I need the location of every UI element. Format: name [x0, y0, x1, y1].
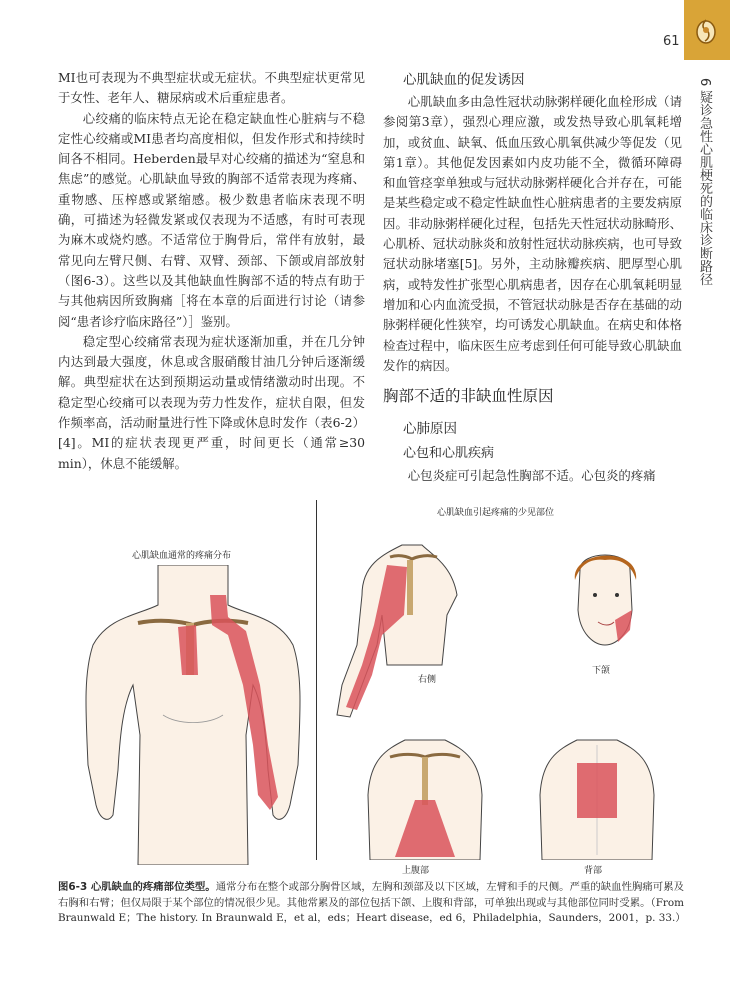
chapter-side-title: 6 疑诊急性心肌梗死的临床诊断路径	[697, 78, 712, 286]
figure-right-title: 心肌缺血引起疼痛的少见部位	[437, 508, 555, 518]
left-paragraph-2: 心绞痛的临床特点无论在稳定缺血性心脏病与不稳定性心绞痛或MI患者均高度相似，但发作形式和持续时间各不相同。Heberden最早对心绞痛的描述为“窒息和焦虑”的感觉。心肌缺血导致的胸部不适常表现为疼痛、重物感、压榨感或紧缩感。极少数患者临床表现不明确，可描述为轻微发紧或仅表现为不适感，有时可表现为麻木或烧灼感。不适常位于胸骨后，常伴有放射，最常见向左臂尺侧、右臂、双臂、颈部、下颌或肩部放射（图6-3）。这些以及其他缺血性胸部不适的特点有助于与其他病因所致胸痛［将在本章的后面进行讨论（请参阅“患者诊疗临床路径”）］鉴别。	[58, 110, 365, 329]
left-column	[58, 68, 365, 474]
label-right-side: 右侧	[418, 675, 437, 685]
usual-pain-torso-illustration	[78, 565, 308, 865]
heading-pericardial-disease: 心包和心肌疾病	[403, 446, 495, 461]
caption-text: 通常分布在整个或部分胸骨区域，左胸和颈部及以下区域，左臂和手的尺侧。严重的缺血性胸痛可累及右胸和右臂；但仅局限于某个部位的情况很少见。其他常累及的部位包括下颌、上腹和背部，可单独出现或与其他部位同时受累。（From Braunwald E；The history. In Braunwald E，et al，eds；Heart disease，ed 6，Philadelphia，Saunders，2001，p. 33.）	[58, 881, 686, 924]
heading-precipitating-factors: 心肌缺血的促发诱因	[403, 72, 525, 88]
chapter-logo-icon	[692, 14, 720, 46]
chapter-tab	[684, 0, 730, 60]
heading-nonischemic-causes: 胸部不适的非缺血性原因	[383, 387, 554, 405]
label-epigastric: 上腹部	[402, 866, 430, 876]
left-paragraph-1: MI也可表现为不典型症状或无症状。不典型症状更常见于女性、老年人、糖尿病或术后重症患者。	[58, 70, 365, 106]
heading-cardiopulmonary: 心肺原因	[403, 421, 457, 437]
left-paragraph-3: 稳定型心绞痛常表现为症状逐渐加重，并在几分钟内达到最大强度，休息或含服硝酸甘油几分钟后逐渐缓解。典型症状在达到预期运动量或情绪激动时出现。不稳定型心绞痛可以表现为劳力性发作，症状自限，但发作频率高，活动耐量进行性下降或休息时发作（表6-2）[4]。MI的症状表现更严重，时间更长（通常≥30 min），休息不能缓解。	[58, 333, 365, 471]
page-number: 61	[663, 34, 680, 49]
factors-paragraph: 心肌缺血多由急性冠状动脉粥样硬化血栓形成（请参阅第3章），强烈心理应激，或发热导致心肌氧耗增加，或贫血、缺氧、低血压致心肌氧供减少等促发（见第1章）。其他促发因素如内皮功能不全，微循环障碍和血管痉挛单独或与冠状动脉粥样硬化合并存在，可能是某些稳定或不稳定性缺血性心脏病患者的主要发病原因。非动脉粥样硬化过程，包括先天性冠状动脉畸形、心肌桥、冠状动脉炎和放射性冠状动脉疾病，也可导致冠状动脉堵塞[5]。另外，主动脉瓣疾病、肥厚型心肌病，或特发性扩张型心肌病患者，因存在心肌氧耗明显增加和心内血流受损，不管冠状动脉是否存在基础的动脉粥样硬化性狭窄，均可诱发心肌缺血。在病史和体格检查过程中，临床医生应考虑到任何可能导致心肌缺血发作的病因。	[383, 94, 682, 373]
caption-label: 图6-3 心肌缺血的疼痛部位类型。	[58, 881, 216, 893]
right-side-torso-illustration	[332, 535, 462, 725]
figure-left-title: 心肌缺血通常的疼痛分布	[132, 551, 232, 561]
epigastric-torso-illustration	[360, 735, 490, 860]
figure-caption	[58, 880, 684, 927]
label-back: 背部	[584, 866, 603, 876]
label-jaw: 下颌	[592, 666, 611, 676]
figure-divider	[316, 500, 317, 860]
right-column-pericardial	[383, 466, 682, 486]
jaw-face-illustration	[560, 540, 650, 660]
right-column-factors	[383, 92, 682, 376]
pericardial-paragraph: 心包炎症可引起急性胸部不适。心包炎的疼痛	[407, 468, 656, 483]
back-torso-illustration	[532, 735, 662, 860]
